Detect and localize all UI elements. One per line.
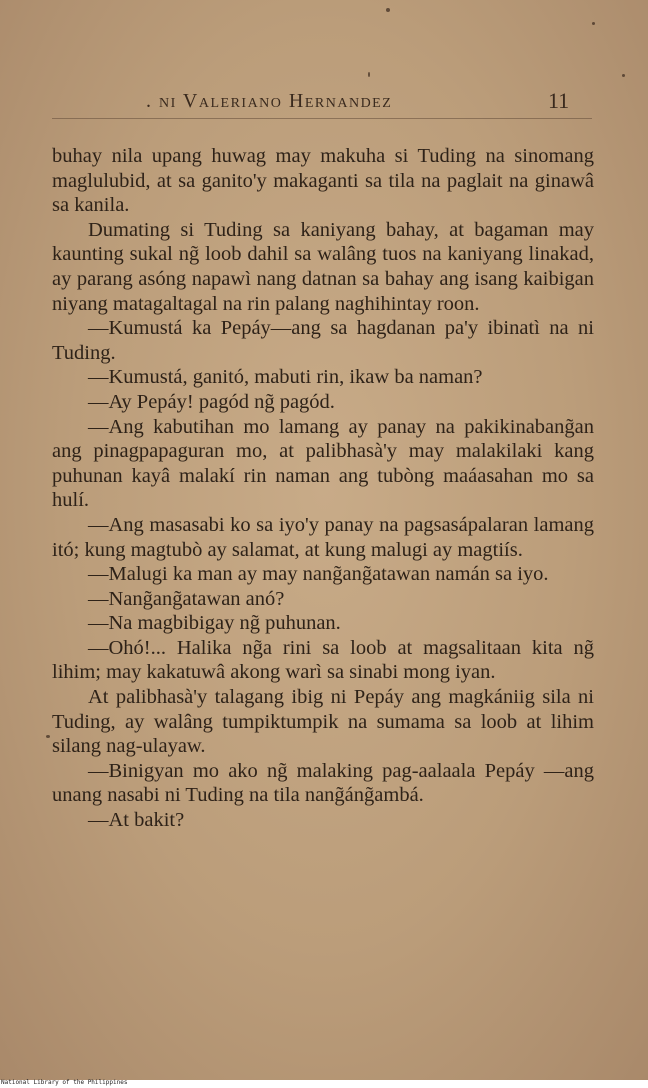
paragraph: —Binigyan mo ako ng̃ malaking pag-aalaala Pepáy —ang unang nasabi ni Tuding na tila nang̃áng̃ambá. [52,759,594,807]
ink-speck [368,72,370,77]
ink-speck [622,74,625,77]
paragraph: —Ohó!... Halika ng̃a rini sa loob at magsalitaan kita ng̃ lihim; may kakatuwâ akong warì sa sinabi mong iyan. [52,636,594,684]
page-number: 11 [548,88,570,113]
paragraph: At palibhasà'y talagang ibig ni Pepáy ang magkániig sila ni Tuding, ay walâng tumpiktumpik na sumama sa loob at lihim silang nag-ulayaw. [52,686,594,758]
header-rule [52,118,592,119]
paragraph: Dumating si Tuding sa kaniyang bahay, at bagaman may kaunting sukal ng̃ loob dahil sa walâng tuos na kaniyang linakad, ay parang asóng napawì nang datnan sa bahay ang isang kaibigan niyang matagaltagal na rin palang naghihintay roon. [52,218,594,315]
paragraph: —Kumustá, ganitó, mabuti rin, ikaw ba naman? [88,366,483,389]
paragraph: —At bakit? [88,809,185,832]
paragraph: —Ay Pepáy! pagód ng̃ pagód. [88,390,335,413]
paragraph: —Kumustá ka Pepáy—ang sa hagdanan pa'y ibinatì na ni Tuding. [52,317,594,364]
page-header [0,88,648,118]
paragraph: —Na magbibigay ng̃ puhunan. [88,612,341,635]
page-footer [0,1080,648,1088]
running-head: . ni Valeriano Hernandez [146,90,393,112]
library-credit: National Library of the Philippines [1,1079,128,1086]
ink-speck [386,8,390,12]
body-text [52,144,594,833]
paragraph: buhay nila upang huwag may makuha si Tuding na sinomang maglulubid, at sa ganito'y makaganti sa tila na paglait na ginawâ sa kanila. [52,145,594,217]
ink-speck [46,735,50,738]
paragraph: —Ang masasabi ko sa iyo'y panay na pagsasápalaran lamang itó; kung magtubò ay salamat, at kung malugi ay magtiís. [52,513,594,561]
paragraph: —Nang̃ang̃atawan anó? [88,587,285,610]
paragraph: —Ang kabutihan mo lamang ay panay na pakikinabang̃an ang pinagpapaguran mo, at palibhasà'y may malakilaki kang puhunan kayâ malakí rin naman ang tubòng maáasahan mo sa hulí. [52,415,594,512]
ink-speck [592,22,595,25]
paragraph: —Malugi ka man ay may nang̃ang̃atawan namán sa iyo. [88,563,549,586]
